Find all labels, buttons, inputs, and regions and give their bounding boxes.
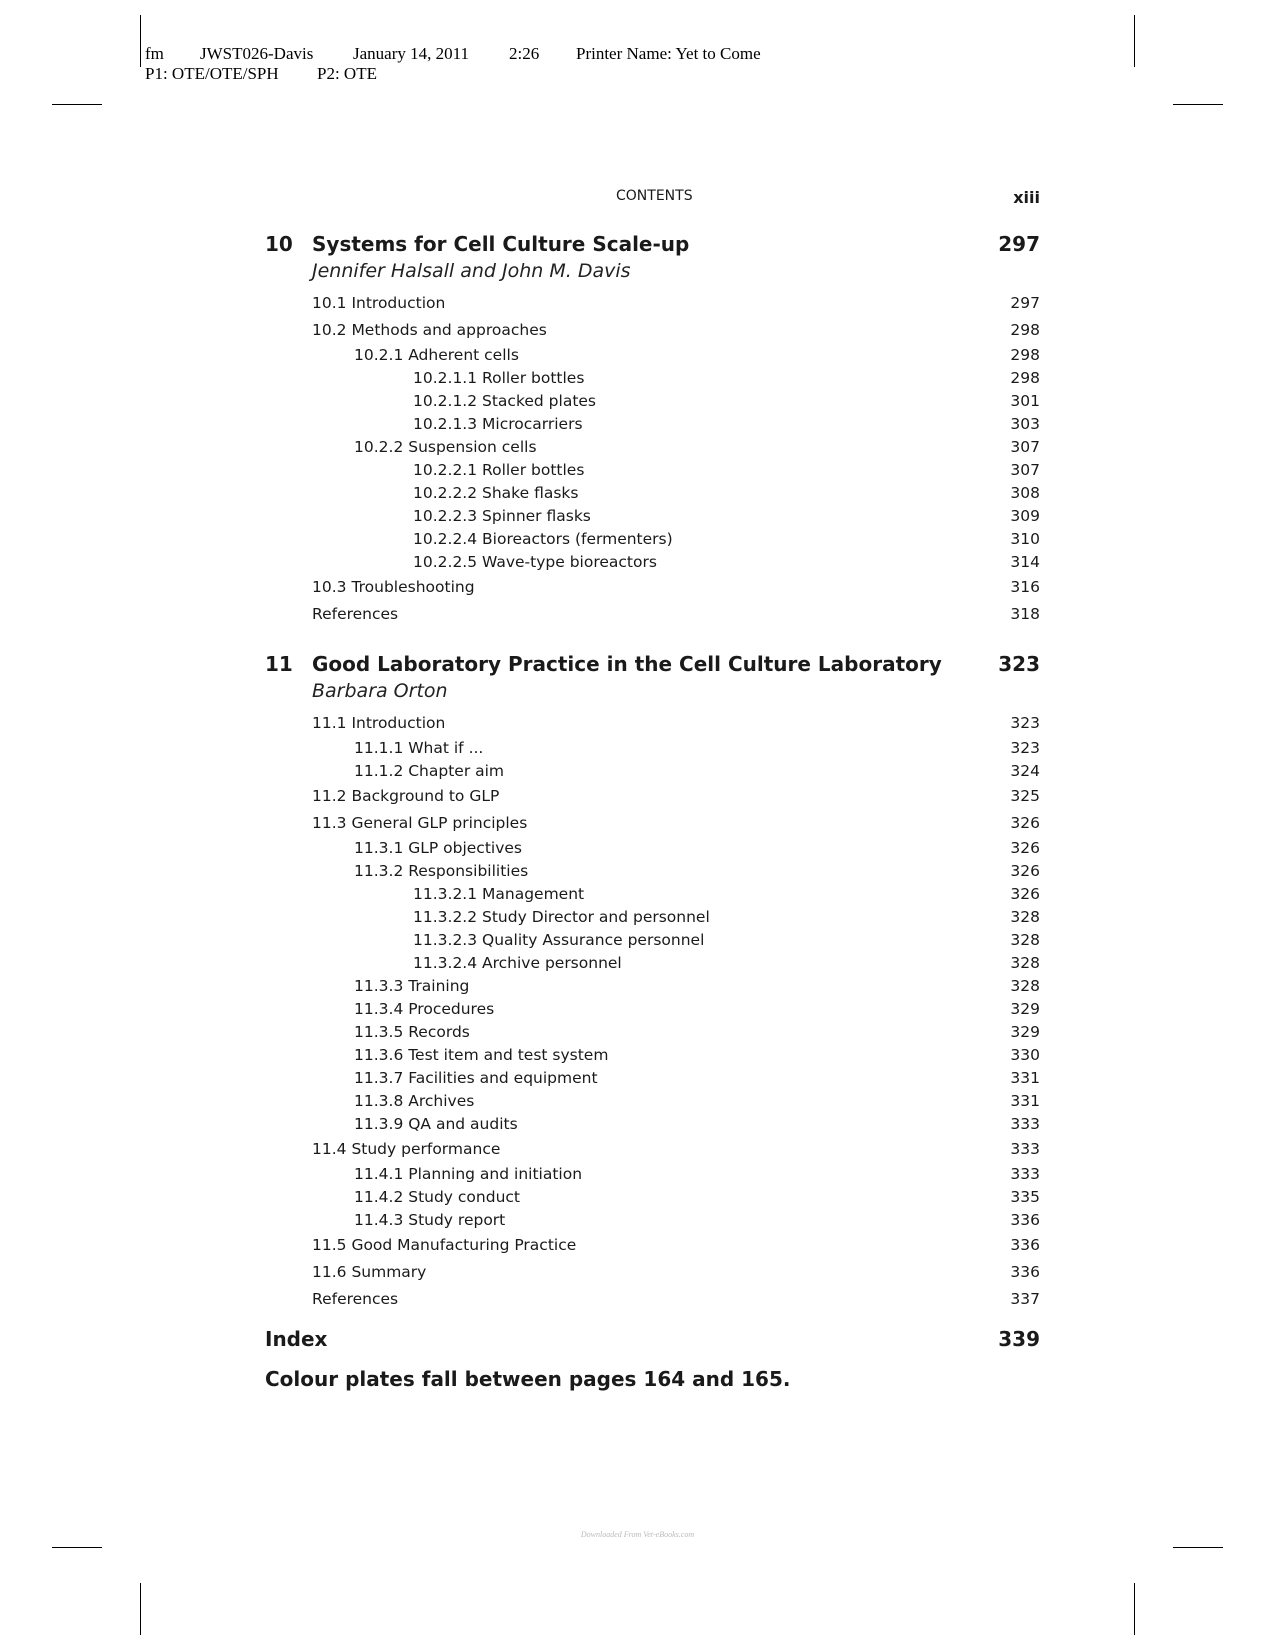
crop-mark xyxy=(1173,104,1223,105)
toc-entry-page: 297 xyxy=(1010,294,1040,312)
toc-entry-page: 314 xyxy=(1010,553,1040,571)
toc-entry[interactable] xyxy=(265,290,1040,317)
toc-entry-label: 10.1 Introduction xyxy=(312,294,446,312)
running-head-page: xiii xyxy=(1013,188,1040,207)
toc-entry-label: 11.5 Good Manufacturing Practice xyxy=(312,1236,577,1254)
chapter-page: 323 xyxy=(998,652,1040,676)
toc-entry[interactable] xyxy=(265,528,1040,551)
toc-entry-label: 11.3.2.4 Archive personnel xyxy=(413,954,622,972)
toc-entry-page: 329 xyxy=(1010,1023,1040,1041)
toc-entry[interactable] xyxy=(265,317,1040,344)
toc-entry-label: 11.3 General GLP principles xyxy=(312,814,528,832)
toc-entry[interactable] xyxy=(265,952,1040,975)
crop-mark xyxy=(1134,15,1135,67)
crop-mark xyxy=(1134,1583,1135,1635)
toc-entry-page: 325 xyxy=(1010,787,1040,805)
toc-entry-label: 11.3.3 Training xyxy=(354,977,470,995)
toc-entry-label: 11.4.1 Planning and initiation xyxy=(354,1165,583,1183)
toc-entry-page: 298 xyxy=(1010,321,1040,339)
slug-p2: P2: OTE xyxy=(317,64,377,83)
chapter-authors: Barbara Orton xyxy=(312,680,448,702)
slug-job: JWST026-Davis xyxy=(200,44,314,63)
toc-entry-page: 336 xyxy=(1010,1263,1040,1281)
toc-entry-label: 11.4 Study performance xyxy=(312,1140,501,1158)
chapter-spacer xyxy=(265,628,1040,652)
toc-entry-label: 11.1.1 What if ... xyxy=(354,739,484,757)
toc-entry-page: 307 xyxy=(1010,461,1040,479)
toc-entry-label: 11.3.4 Procedures xyxy=(354,1000,495,1018)
toc-entry[interactable] xyxy=(265,551,1040,574)
toc-entry[interactable] xyxy=(265,1021,1040,1044)
toc-entry-page: 331 xyxy=(1010,1069,1040,1087)
toc-entry-label: 11.3.8 Archives xyxy=(354,1092,475,1110)
toc-entry[interactable] xyxy=(265,929,1040,952)
toc-entry-label: 10.2.2 Suspension cells xyxy=(354,438,537,456)
toc-entry[interactable] xyxy=(265,860,1040,883)
toc-entry[interactable] xyxy=(265,367,1040,390)
crop-mark xyxy=(52,104,102,105)
toc-entry[interactable] xyxy=(265,344,1040,367)
toc-entry-page: 330 xyxy=(1010,1046,1040,1064)
toc-entry[interactable] xyxy=(265,505,1040,528)
toc-entry[interactable] xyxy=(265,1090,1040,1113)
crop-mark xyxy=(52,1547,102,1548)
slug-printer: Printer Name: Yet to Come xyxy=(576,44,761,63)
toc-entry-page: 328 xyxy=(1010,931,1040,949)
index-entry[interactable] xyxy=(265,1327,1040,1367)
toc-entry-label: 11.3.6 Test item and test system xyxy=(354,1046,609,1064)
toc-entry-page: 307 xyxy=(1010,438,1040,456)
toc-entry-page: 328 xyxy=(1010,954,1040,972)
toc-entry-page: 336 xyxy=(1010,1211,1040,1229)
watermark: Downloaded From Vet-eBooks.com xyxy=(580,1530,695,1539)
crop-mark xyxy=(1173,1547,1223,1548)
toc-entry-page: 326 xyxy=(1010,885,1040,903)
toc-entry-page: 326 xyxy=(1010,814,1040,832)
toc-entry-label: 10.2.1 Adherent cells xyxy=(354,346,519,364)
toc-entry-label: 10.2.2.5 Wave-type bioreactors xyxy=(413,553,657,571)
toc-entry[interactable] xyxy=(265,1209,1040,1232)
toc-entry-label: References xyxy=(312,605,399,623)
chapter-heading[interactable] xyxy=(265,652,1040,680)
toc-entry[interactable] xyxy=(265,783,1040,810)
toc-entry-page: 333 xyxy=(1010,1115,1040,1133)
index-page: 339 xyxy=(998,1327,1040,1351)
toc-entry[interactable] xyxy=(265,760,1040,783)
toc-entry[interactable] xyxy=(265,482,1040,505)
colour-plates-note: Colour plates fall between pages 164 and 165. xyxy=(265,1367,791,1391)
toc-entry[interactable] xyxy=(265,837,1040,860)
chapter-title: Systems for Cell Culture Scale-up xyxy=(312,232,690,256)
toc-entry-page: 318 xyxy=(1010,605,1040,623)
chapter-title: Good Laboratory Practice in the Cell Culture Laboratory xyxy=(312,652,942,676)
index-label: Index xyxy=(265,1327,328,1351)
chapter-authors: Jennifer Halsall and John M. Davis xyxy=(312,260,631,282)
toc-entry-label: 10.3 Troubleshooting xyxy=(312,578,475,596)
toc-entry-label: 11.3.2 Responsibilities xyxy=(354,862,529,880)
toc-entry-page: 337 xyxy=(1010,1290,1040,1308)
toc-entry-label: 10.2.2.2 Shake flasks xyxy=(413,484,579,502)
crop-mark xyxy=(140,15,141,67)
toc-entry-label: 11.3.1 GLP objectives xyxy=(354,839,523,857)
toc-entry-label: 11.3.2.1 Management xyxy=(413,885,585,903)
toc-entry-label: 11.2 Background to GLP xyxy=(312,787,500,805)
toc-entry-label: 11.3.2.3 Quality Assurance personnel xyxy=(413,931,705,949)
toc-entry-page: 303 xyxy=(1010,415,1040,433)
toc-entry[interactable] xyxy=(265,601,1040,628)
slug-time: 2:26 xyxy=(509,44,540,63)
toc-entry-label: 10.2.2.1 Roller bottles xyxy=(413,461,585,479)
toc-entry[interactable] xyxy=(265,906,1040,929)
toc-entry[interactable] xyxy=(265,737,1040,760)
toc-entry-page: 309 xyxy=(1010,507,1040,525)
toc-entry-page: 326 xyxy=(1010,839,1040,857)
toc-entry-label: 10.2.1.1 Roller bottles xyxy=(413,369,585,387)
toc-entry-page: 329 xyxy=(1010,1000,1040,1018)
toc-entry-label: 10.2.2.3 Spinner flasks xyxy=(413,507,591,525)
toc-entry-label: 11.1 Introduction xyxy=(312,714,446,732)
toc-entry-page: 331 xyxy=(1010,1092,1040,1110)
toc-entry-page: 336 xyxy=(1010,1236,1040,1254)
toc-entry[interactable] xyxy=(265,413,1040,436)
toc-entry-label: References xyxy=(312,1290,399,1308)
toc-entry[interactable] xyxy=(265,975,1040,998)
toc-entry-page: 323 xyxy=(1010,739,1040,757)
toc-entry-label: 11.4.2 Study conduct xyxy=(354,1188,520,1206)
toc-entry-page: 308 xyxy=(1010,484,1040,502)
toc-entry-page: 333 xyxy=(1010,1165,1040,1183)
toc-entry[interactable] xyxy=(265,1286,1040,1313)
toc-entry[interactable] xyxy=(265,998,1040,1021)
toc-entry-label: 11.6 Summary xyxy=(312,1263,427,1281)
toc-entry[interactable] xyxy=(265,574,1040,601)
toc-entry-page: 335 xyxy=(1010,1188,1040,1206)
toc-entry-label: 11.3.7 Facilities and equipment xyxy=(354,1069,598,1087)
toc-entry[interactable] xyxy=(265,883,1040,906)
chapter-heading[interactable] xyxy=(265,232,1040,260)
toc-entry-label: 10.2.1.2 Stacked plates xyxy=(413,392,597,410)
toc-entry-label: 11.1.2 Chapter aim xyxy=(354,762,505,780)
toc-entry[interactable] xyxy=(265,1232,1040,1259)
chapter-number: 11 xyxy=(265,652,293,676)
toc-entry[interactable] xyxy=(265,1136,1040,1163)
toc-entry-page: 310 xyxy=(1010,530,1040,548)
toc-entry[interactable] xyxy=(265,390,1040,413)
chapter-number: 10 xyxy=(265,232,293,256)
toc-entry-page: 298 xyxy=(1010,346,1040,364)
toc-entry-label: 11.3.2.2 Study Director and personnel xyxy=(413,908,710,926)
toc-entry[interactable] xyxy=(265,1259,1040,1286)
toc-entry[interactable] xyxy=(265,1044,1040,1067)
toc-entry-label: 10.2 Methods and approaches xyxy=(312,321,547,339)
toc-entry-page: 324 xyxy=(1010,762,1040,780)
toc-entry-label: 11.4.3 Study report xyxy=(354,1211,506,1229)
toc-entry-page: 333 xyxy=(1010,1140,1040,1158)
toc-entry[interactable] xyxy=(265,810,1040,837)
toc-entry[interactable] xyxy=(265,1067,1040,1090)
toc-entry-page: 326 xyxy=(1010,862,1040,880)
toc-entry-page: 328 xyxy=(1010,977,1040,995)
toc-entry[interactable] xyxy=(265,1113,1040,1136)
toc-entry-label: 10.2.2.4 Bioreactors (fermenters) xyxy=(413,530,673,548)
crop-mark xyxy=(140,1583,141,1635)
table-of-contents xyxy=(265,232,1040,1397)
toc-entry-page: 316 xyxy=(1010,578,1040,596)
toc-entry[interactable] xyxy=(265,1163,1040,1186)
chapter-page: 297 xyxy=(998,232,1040,256)
toc-entry-label: 10.2.1.3 Microcarriers xyxy=(413,415,583,433)
toc-entry-label: 11.3.5 Records xyxy=(354,1023,470,1041)
toc-entry[interactable] xyxy=(265,710,1040,737)
toc-entry-page: 328 xyxy=(1010,908,1040,926)
slug-code: fm xyxy=(145,44,164,63)
slug-p1: P1: OTE/OTE/SPH xyxy=(145,64,279,83)
toc-entry[interactable] xyxy=(265,459,1040,482)
toc-entry-page: 298 xyxy=(1010,369,1040,387)
toc-entry-label: 11.3.9 QA and audits xyxy=(354,1115,518,1133)
toc-entry-page: 301 xyxy=(1010,392,1040,410)
toc-entry[interactable] xyxy=(265,1186,1040,1209)
toc-entry[interactable] xyxy=(265,436,1040,459)
slug-date: January 14, 2011 xyxy=(353,44,469,63)
toc-entry-page: 323 xyxy=(1010,714,1040,732)
running-head-title: CONTENTS xyxy=(616,188,693,204)
